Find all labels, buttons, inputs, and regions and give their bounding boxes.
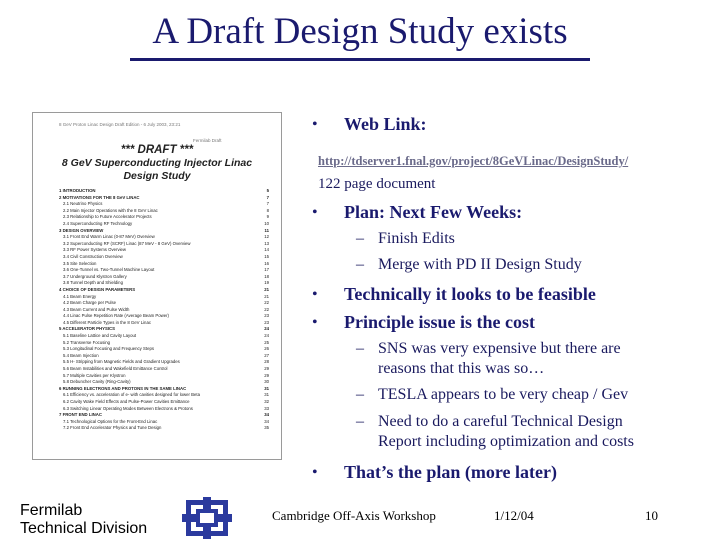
toc-row xyxy=(59,320,269,327)
toc-row xyxy=(59,379,269,386)
bullet-marker: • xyxy=(312,464,318,481)
plan-item: Finish Edits xyxy=(378,230,455,247)
toc-row xyxy=(59,254,269,261)
toc-row xyxy=(59,241,269,248)
document-title xyxy=(33,157,281,183)
toc-row xyxy=(59,214,269,221)
toc-row xyxy=(59,359,269,366)
toc-page-number: 13 xyxy=(264,240,269,246)
toc-page-number: 9 xyxy=(266,214,269,220)
draft-label: *** DRAFT *** xyxy=(120,144,194,156)
toc-entry-text: 4.2 Beam Charge per Pulse xyxy=(63,300,117,306)
toc-page-number: 15 xyxy=(264,253,269,259)
toc-entry-text: 2.1 Neutrino Physics xyxy=(63,201,103,207)
toc-row xyxy=(59,373,269,380)
toc-entry-text: 3.6 One-Tunnel vs. Two-Tunnel Machine Layout xyxy=(63,267,155,273)
toc-page-number: 7 xyxy=(266,201,269,207)
toc-row xyxy=(59,195,269,202)
toc-page-number: 30 xyxy=(264,379,269,385)
toc-entry-text: 5.2 Transverse Focusing xyxy=(63,339,111,345)
title-underline xyxy=(130,58,590,61)
toc-entry-text: 5.1 Baseline Lattice and Cavity Layout xyxy=(63,333,137,339)
toc-row xyxy=(59,425,269,432)
toc-row xyxy=(59,392,269,399)
cost-item-line1: TESLA appears to be very cheap / Gev xyxy=(378,386,629,403)
toc-page-number: 10 xyxy=(264,220,269,226)
toc-page-number: 31 xyxy=(264,385,269,391)
toc-entry-text: 3.3 RF Power Systems Overview xyxy=(63,247,127,253)
toc-entry-text: 2.4 Superconducting RF Technology xyxy=(63,220,133,226)
bullet-marker: • xyxy=(312,314,318,331)
cost-item-line1: SNS was very expensive but there are xyxy=(378,340,621,357)
footer-workshop: Cambridge Off-Axis Workshop xyxy=(272,508,436,523)
cost-item-line2: Report including optimization and costs xyxy=(378,433,634,450)
toc-page-number: 29 xyxy=(264,366,269,372)
toc-entry-text: 3.5 Site Selection xyxy=(63,260,97,266)
design-study-document-thumbnail xyxy=(32,112,282,460)
dash-marker: – xyxy=(356,386,364,403)
toc-entry-text: 7.1 Technological Options for the Front-End Linac xyxy=(63,418,158,424)
toc-row xyxy=(59,333,269,340)
toc-entry-text: 3.2 Superconducting RF (SCRF) Linac (87 MeV - 8 GeV) Overview xyxy=(63,240,191,246)
toc-page-number: 34 xyxy=(264,418,269,424)
toc-entry-text: 5.8 Debuncher Cavity (Ring-Cavity) xyxy=(63,379,131,385)
toc-entry-text: 5.6 Beam Instabilities and Wakefield Emittance Control xyxy=(63,366,168,372)
toc-page-number: 33 xyxy=(264,405,269,411)
toc-entry-text: 5.3 Longitudinal Focusing and Frequency Steps xyxy=(63,346,155,352)
toc-entry-text: 7 FRONT END LINAC xyxy=(59,412,102,418)
toc-row xyxy=(59,280,269,287)
toc-row xyxy=(59,267,269,274)
toc-entry-text: 1 INTRODUCTION xyxy=(59,188,96,193)
toc-entry-text: 3.8 Tunnel Depth and Shielding xyxy=(63,280,123,286)
toc-entry-text: 3.4 Civil Construction Overview xyxy=(63,253,123,259)
toc-page-number: 34 xyxy=(264,412,269,418)
cost-item-line1: Need to do a careful Technical Design xyxy=(378,413,623,430)
toc-page-number: 26 xyxy=(264,346,269,352)
footer-org-line2: Technical Division xyxy=(20,520,148,537)
toc-row xyxy=(59,326,269,333)
plan-item: Merge with PD II Design Study xyxy=(378,256,582,273)
feasible-text: Technically it looks to be feasible xyxy=(344,284,596,304)
toc-row xyxy=(59,366,269,373)
dash-marker: – xyxy=(356,256,364,273)
toc-entry-text: 6.2 Cavity Wake Field Effects and Pulse-Power Cavities Emittance xyxy=(63,399,190,404)
toc-entry-text: 2 MOTIVATIONS FOR THE 8 GeV LINAC xyxy=(59,194,140,200)
toc-row xyxy=(59,406,269,413)
toc-page-number: 23 xyxy=(264,313,269,319)
toc-page-number: 28 xyxy=(264,359,269,365)
toc-entry-text: 5.5 H- Stripping from Magnetic Fields and Gradient Upgrades xyxy=(63,359,180,365)
fermilab-logo-icon xyxy=(182,497,232,539)
toc-entry-text: 5 ACCELERATOR PHYSICS xyxy=(59,326,116,332)
toc-page-number: 16 xyxy=(264,260,269,266)
toc-entry-text: 6 RUNNING ELECTRONS AND PROTONS IN THE SAME LINAC xyxy=(59,385,187,391)
toc-row xyxy=(59,313,269,320)
toc-entry-text: 5.4 Beam Injection xyxy=(63,352,99,358)
toc-entry-text: 4.5 Different Particle Types in the 8 GeV Linac xyxy=(63,319,151,325)
footer-org-line1: Fermilab xyxy=(20,502,83,519)
toc-row xyxy=(59,412,269,419)
toc-entry-text: 4.4 Linac Pulse Repetition Rate (Average Beam Power) xyxy=(63,313,169,319)
footer-organization xyxy=(20,502,147,538)
dash-marker: – xyxy=(356,230,364,247)
toc-page-number: 35 xyxy=(264,425,269,431)
cost-text: Principle issue is the cost xyxy=(344,312,535,332)
cost-item-line2: reasons that this was so… xyxy=(378,360,545,377)
design-study-url-link[interactable]: http://tdserver1.fnal.gov/project/8GeVLinac/DesignStudy/ xyxy=(318,154,629,168)
slide-title: A Draft Design Study exists xyxy=(152,11,568,52)
toc-row xyxy=(59,386,269,393)
toc-row xyxy=(59,340,269,347)
toc-entry-text: 2.3 Relationship to Future Accelerator Projects xyxy=(63,214,152,220)
document-header-right: Fermilab Draft xyxy=(193,138,222,143)
toc-page-number: 19 xyxy=(264,280,269,286)
toc-entry-text: 4.1 Beam Energy xyxy=(63,293,97,299)
page-count-text: 122 page document xyxy=(318,176,436,192)
toc-row xyxy=(59,201,269,208)
toc-page-number: 7 xyxy=(266,194,269,200)
toc-page-number: 21 xyxy=(264,286,269,292)
toc-entry-text: 7.2 Front End Accelerator Physics and Tune Design xyxy=(63,425,162,431)
toc-entry-text: 4.3 Beam Current and Pulse Width xyxy=(63,306,130,312)
toc-row xyxy=(59,307,269,314)
toc-page-number: 14 xyxy=(264,247,269,253)
toc-page-number: 21 xyxy=(264,293,269,299)
toc-page-number: 24 xyxy=(264,333,269,339)
toc-entry-text: 2.2 Main Injector Operations with the 8 GeV Linac xyxy=(63,207,158,213)
toc-page-number: 17 xyxy=(264,267,269,273)
document-title-line1: 8 GeV Superconducting Injector Linac xyxy=(61,157,253,169)
toc-entry-text: 5.7 Multiple Cavities per Klystron xyxy=(63,372,126,378)
toc-page-number: 32 xyxy=(264,399,269,404)
toc-page-number: 11 xyxy=(264,227,269,233)
toc-entry-text: 6.1 Efficiency vs. acceleration of e- with cavities designed for lower Beta xyxy=(63,392,201,398)
toc-page-number: 25 xyxy=(264,339,269,345)
toc-row xyxy=(59,234,269,241)
toc-row xyxy=(59,287,269,294)
toc-row xyxy=(59,353,269,360)
toc-page-number: 27 xyxy=(264,352,269,358)
toc-page-number: 8 xyxy=(266,207,269,213)
toc-page-number: 23 xyxy=(264,319,269,325)
footer-date: 1/12/04 xyxy=(494,508,534,523)
toc-row xyxy=(59,228,269,235)
toc-row xyxy=(59,261,269,268)
document-header: 8 GeV Proton Linac Design Draft Edition - 6 July 2003, 23:21 xyxy=(59,122,181,127)
dash-marker: – xyxy=(356,413,364,430)
toc-row xyxy=(59,294,269,301)
table-of-contents xyxy=(59,188,269,432)
toc-row xyxy=(59,188,269,195)
bullet-marker: • xyxy=(312,116,318,133)
dash-marker: – xyxy=(356,340,364,357)
toc-row xyxy=(59,247,269,254)
plan-later-text: That’s the plan (more later) xyxy=(344,462,557,482)
toc-page-number: 12 xyxy=(264,234,269,240)
plan-label: Plan: Next Few Weeks: xyxy=(344,202,523,222)
toc-row xyxy=(59,419,269,426)
toc-page-number: 22 xyxy=(264,300,269,306)
toc-page-number: 31 xyxy=(264,392,269,398)
toc-page-number: 5 xyxy=(266,188,269,193)
toc-entry-text: 4 CHOICE OF DESIGN PARAMETERS xyxy=(59,286,136,292)
toc-row xyxy=(59,208,269,215)
toc-entry-text: 3.1 Front End Warm Linac (0-87 MeV) Overview xyxy=(63,234,155,240)
toc-entry-text: 3.7 Underground Klystron Gallery xyxy=(63,273,127,279)
toc-row xyxy=(59,346,269,353)
toc-row xyxy=(59,399,269,406)
document-title-line2: Design Study xyxy=(123,170,191,182)
bullet-marker: • xyxy=(312,286,318,303)
toc-page-number: 24 xyxy=(264,326,269,332)
toc-page-number: 18 xyxy=(264,273,269,279)
bullet-marker: • xyxy=(312,204,318,221)
toc-row xyxy=(59,221,269,228)
toc-page-number: 29 xyxy=(264,372,269,378)
footer-page-number: 10 xyxy=(645,508,658,523)
toc-row xyxy=(59,300,269,307)
web-link-label: Web Link: xyxy=(344,114,427,134)
toc-entry-text: 3 DESIGN OVERVIEW xyxy=(59,227,104,233)
toc-row xyxy=(59,274,269,281)
toc-page-number: 22 xyxy=(264,306,269,312)
toc-entry-text: 6.3 Switching Linear Operating Modes Between Electrons & Protons xyxy=(63,405,193,411)
